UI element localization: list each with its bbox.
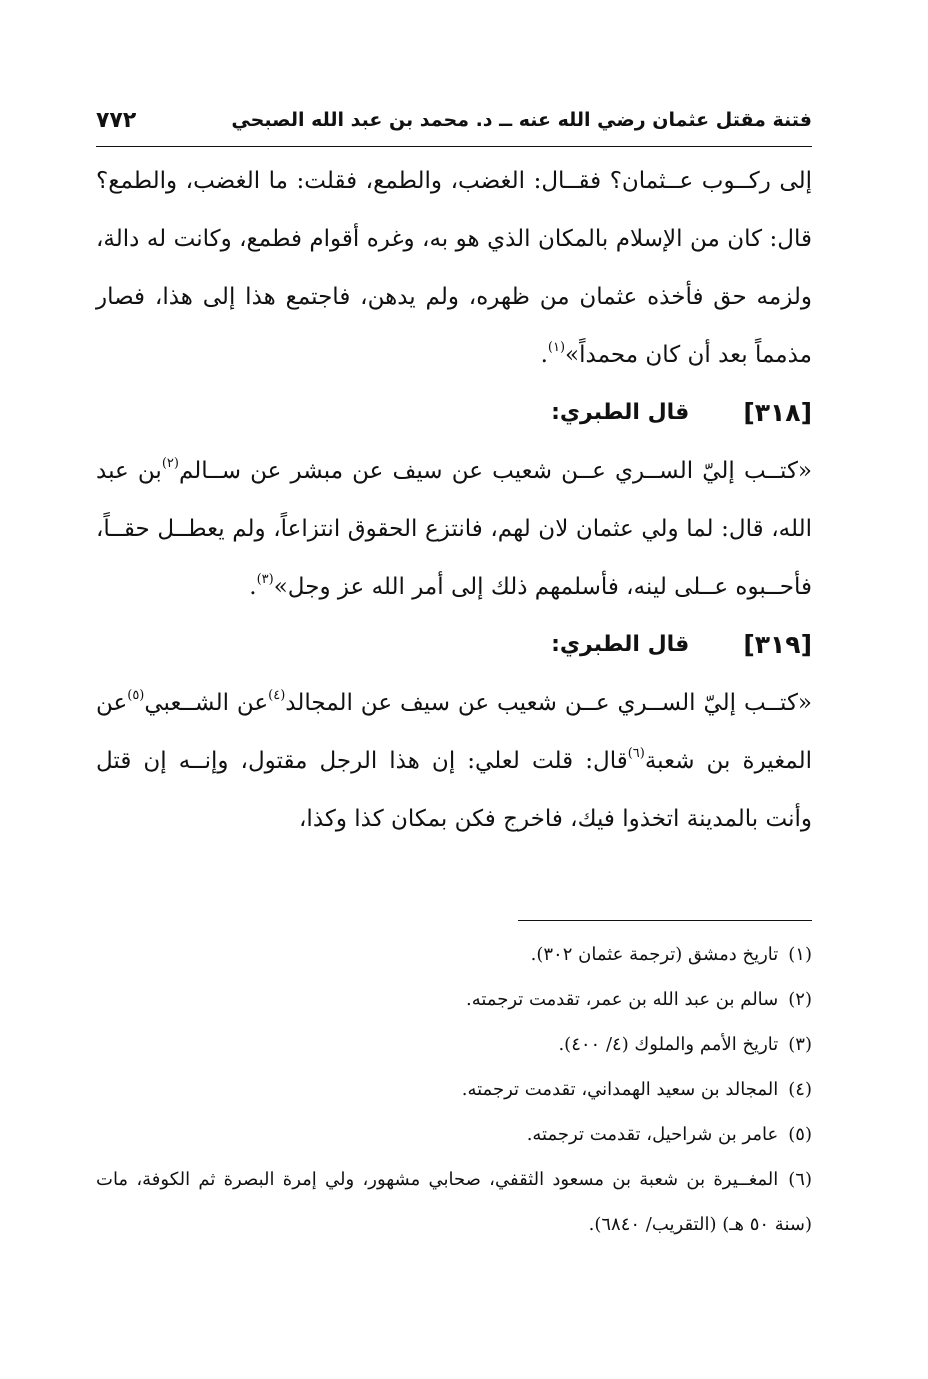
section-heading-318 xyxy=(96,384,812,442)
footnote-2 xyxy=(96,977,812,1022)
footnote-ref-5[interactable]: (٥) xyxy=(127,688,145,703)
running-header xyxy=(96,100,812,140)
section-number: [٣١٨] xyxy=(743,398,812,427)
page-number: ٧٧٢ xyxy=(96,107,137,133)
section-paragraph-319 xyxy=(96,674,812,848)
header-title: فتنة مقتل عثمان رضي الله عنه ــ د. محمد بن عبد الله الصبحي xyxy=(231,109,812,131)
footnote-ref-1[interactable]: (١) xyxy=(547,340,566,355)
section-title: قال الطبري: xyxy=(551,632,690,657)
intro-paragraph xyxy=(96,152,812,384)
header-rule xyxy=(96,146,812,147)
intro-text: إلى ركــوب عــثمان؟ فقــال: الغضب، والطمع، فقلت: ما الغضب، والطمع؟ قال: كان من الإسلام بالمكان الذي هو به، وغره أقوام فطمع، وكانت له دالة، ولزمه حق فأخذه عثمان من ظهره، ولم يدهن، فاجتمع هذا إلى هذا، فصار مذمماً بعد أن كان محمداً» xyxy=(96,168,812,368)
section-heading-319 xyxy=(96,616,812,674)
footnote-number: (١) xyxy=(788,944,812,965)
footnote-ref-4[interactable]: (٤) xyxy=(268,688,286,703)
footnote-number: (٢) xyxy=(788,989,812,1010)
section-title: قال الطبري: xyxy=(551,400,690,425)
footnote-number: (٤) xyxy=(788,1079,812,1100)
paragraph-text: «كتــب إليّ الســري عــن شعيب عن سيف عن المجالد xyxy=(285,690,812,716)
footnotes xyxy=(96,932,812,1247)
footnote-number: (٦) xyxy=(788,1169,812,1190)
footnote-6 xyxy=(96,1157,812,1247)
footnote-ref-6[interactable]: (٦) xyxy=(627,746,645,761)
footnote-ref-3[interactable]: (٣) xyxy=(256,572,274,587)
footnote-text: تاريخ الأمم والملوك (٤/ ٤٠٠). xyxy=(558,1034,779,1055)
footnote-5 xyxy=(96,1112,812,1157)
footnote-separator xyxy=(518,920,812,921)
footnote-number: (٥) xyxy=(788,1124,812,1145)
footnote-text: سالم بن عبد الله بن عمر، تقدمت ترجمته. xyxy=(465,989,779,1010)
footnote-1 xyxy=(96,932,812,977)
footnote-4 xyxy=(96,1067,812,1112)
paragraph-text: قال: قلت لعلي: إن هذا الرجل مقتول، وإنــه إن قتل وأنت بالمدينة اتخذوا فيك، فاخرج فكن بمكان كذا وكذا، xyxy=(96,748,812,832)
section-number: [٣١٩] xyxy=(743,630,812,659)
paragraph-text: عن المغيرة بن شعبة xyxy=(96,690,812,774)
paragraph-text: بن عبد الله، قال: لما ولي عثمان لان لهم، فانتزع الحقوق انتزاعاً، ولم يعطــل حقــاً، فأحــبوه عــلى لينه، فأسلمهم ذلك إلى أمر الله عز وجل» xyxy=(96,458,812,600)
footnote-text: تاريخ دمشق (ترجمة عثمان ٣٠٢). xyxy=(530,944,779,965)
footnote-number: (٣) xyxy=(788,1034,812,1055)
section-paragraph-318 xyxy=(96,442,812,616)
footnote-3 xyxy=(96,1022,812,1067)
footnote-ref-2[interactable]: (٢) xyxy=(161,456,179,471)
paragraph-text: «كتــب إليّ الســري عــن شعيب عن سيف عن مبشر عن ســالم xyxy=(178,458,812,484)
footnote-text: عامر بن شراحيل، تقدمت ترجمته. xyxy=(526,1124,779,1145)
footnote-text: المغــيرة بن شعبة بن مسعود الثقفي، صحابي مشهور، ولي إمرة البصرة ثم الكوفة، مات (سنة ٥٠ هـ) (التقريب/ ٦٨٤٠). xyxy=(96,1169,812,1235)
footnote-text: المجالد بن سعيد الهمداني، تقدمت ترجمته. xyxy=(461,1079,779,1100)
main-text xyxy=(96,152,812,848)
paragraph-end: . xyxy=(249,574,257,600)
paragraph-text: عن الشــعبي xyxy=(144,690,269,716)
intro-end: . xyxy=(540,342,548,368)
